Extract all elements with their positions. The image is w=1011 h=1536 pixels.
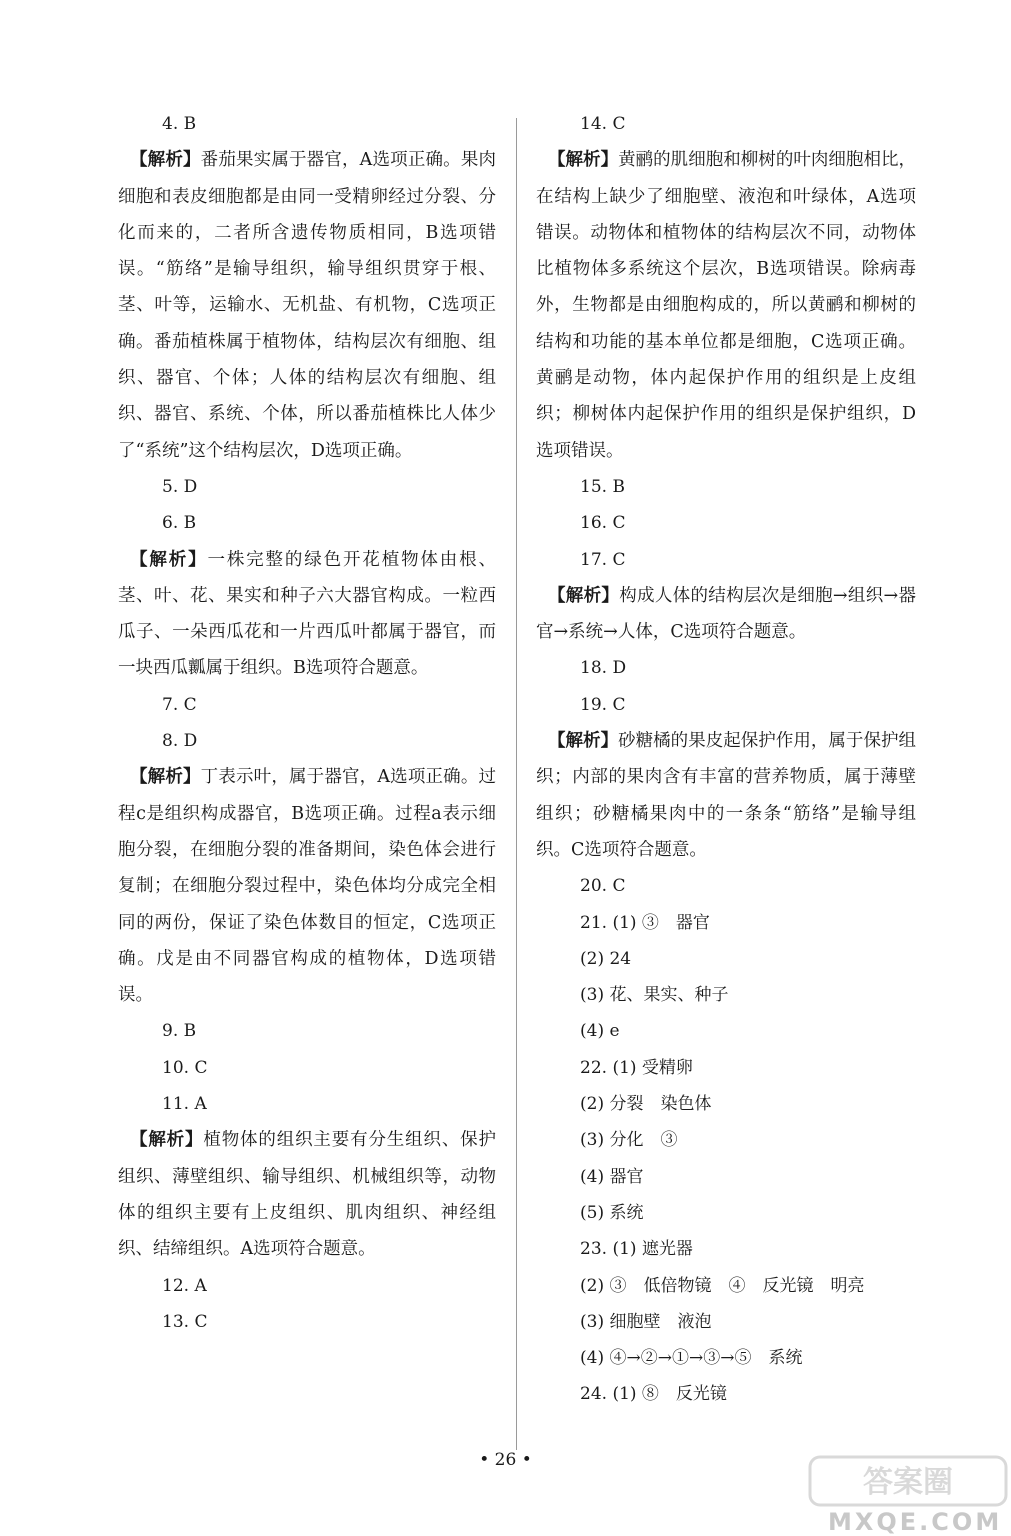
answer-line: (3) 细胞壁 液泡	[580, 1311, 712, 1332]
explanation-text: 砂糖橘的果皮起保护作用，属于保护组织；内部的果肉含有丰富的营养物质，属于薄壁组织；砂糖橘果肉中的一条条“筋络”是输导组织。C选项符合题意。	[536, 731, 917, 860]
analysis-label: 【解析】	[130, 549, 208, 570]
analysis-label: 【解析】	[548, 585, 620, 606]
explanation-paragraph	[536, 142, 916, 469]
answer-line: (2) 24	[580, 948, 632, 969]
answer-line: 12. A	[162, 1275, 207, 1296]
answer-line: 11. A	[162, 1094, 207, 1115]
answer-line: (4) 器官	[580, 1166, 644, 1187]
explanation-text: 番茄果实属于器官，A选项正确。果肉细胞和表皮细胞都是由同一受精卵经过分裂、分化而来的，二者所含遗传物质相同，B选项错误。“筋络”是输导组织，输导组织贯穿于根、茎、叶等，运输水、无机盐、有机物，C选项正确。番茄植株属于植物体，结构层次有细胞、组织、器官、个体；人体的结构层次有细胞、组织、器官、系统、个体，所以番茄植株比人体少了“系统”这个结构层次，D选项正确。	[118, 150, 496, 461]
analysis-label: 【解析】	[130, 767, 201, 788]
answer-line: 9. B	[162, 1021, 197, 1042]
answer-line: 24. (1) ⑧ 反光镜	[580, 1384, 727, 1405]
answer-line: 18. D	[580, 658, 627, 679]
answer-line: 20. C	[580, 876, 626, 897]
answer-line: 23. (1) 遮光器	[580, 1239, 693, 1260]
analysis-label: 【解析】	[130, 1130, 204, 1151]
answer-line: 15. B	[580, 476, 625, 497]
explanation-text: 丁表示叶，属于器官，A选项正确。过程c是组织构成器官，B选项正确。过程a表示细胞分裂，在细胞分裂的准备期间，染色体会进行复制；在细胞分裂过程中，染色体均分成完全相同的两份，保证了染色体数目的恒定，C选项正确。戊是由不同器官构成的植物体，D选项错误。	[118, 767, 496, 1006]
analysis-label: 【解析】	[548, 150, 619, 171]
answer-line: (3) 分化 ③	[580, 1130, 678, 1151]
answer-line: (5) 系统	[580, 1202, 644, 1223]
answer-line: (3) 花、果实、种子	[580, 985, 729, 1006]
answer-line: 17. C	[580, 549, 626, 570]
explanation-paragraph	[536, 723, 916, 868]
right-column	[536, 106, 916, 1413]
answer-line: 8. D	[162, 731, 198, 752]
explanation-text: 植物体的组织主要有分生组织、保护组织、薄壁组织、输导组织、机械组织等，动物体的组织主要有上皮组织、肌肉组织、神经组织、结缔组织。A选项符合题意。	[118, 1130, 497, 1260]
answer-line: 14. C	[580, 114, 626, 134]
answer-line: 19. C	[580, 694, 626, 715]
answer-line: (4) ④→②→①→③→⑤ 系统	[580, 1348, 803, 1369]
answer-line: 21. (1) ③ 器官	[580, 912, 710, 933]
answer-line: 6. B	[162, 513, 197, 534]
column-divider	[516, 118, 517, 1450]
explanation-text: 黄鹂的肌细胞和柳树的叶肉细胞相比，在结构上缺少了细胞壁、液泡和叶绿体，A选项错误。动物体和植物体的结构层次不同，动物体比植物体多系统这个层次，B选项错误。除病毒外，生物都是由细胞构成的，所以黄鹂和柳树的结构和功能的基本单位都是细胞，C选项正确。黄鹂是动物，体内起保护作用的组织是上皮组织；柳树体内起保护作用的组织是保护组织，D选项错误。	[536, 150, 917, 461]
answer-line: 4. B	[162, 114, 197, 134]
explanation-paragraph	[118, 759, 496, 1013]
watermark-logo-text: 答案圈	[863, 1465, 953, 1500]
explanation-text: 构成人体的结构层次是细胞→组织→器官→系统→人体，C选项符合题意。	[536, 585, 916, 643]
explanation-text: 一株完整的绿色开花植物体由根、茎、叶、花、果实和种子六大器官构成。一粒西瓜子、一朵西瓜花和一片西瓜叶都属于器官，而一块西瓜瓤属于组织。B选项符合题意。	[118, 549, 497, 679]
analysis-label: 【解析】	[548, 731, 619, 752]
watermark-logo	[808, 1455, 1008, 1507]
answer-line: 5. D	[162, 476, 198, 497]
explanation-paragraph	[536, 578, 916, 651]
answer-line: 10. C	[162, 1057, 208, 1078]
left-column	[118, 106, 496, 1340]
answer-line: 7. C	[162, 694, 197, 715]
answer-line: 22. (1) 受精卵	[580, 1057, 693, 1078]
explanation-paragraph	[118, 1122, 496, 1267]
answer-line: 16. C	[580, 513, 626, 534]
watermark-url: MXQE.COM	[828, 1508, 1003, 1536]
page-number: • 26 •	[479, 1450, 532, 1470]
answer-line: (2) ③ 低倍物镜 ④ 反光镜 明亮	[580, 1275, 865, 1296]
answer-line: (2) 分裂 染色体	[580, 1094, 712, 1115]
explanation-paragraph	[118, 542, 496, 687]
analysis-label: 【解析】	[130, 150, 201, 171]
explanation-paragraph	[118, 142, 496, 469]
answer-line: (4) e	[580, 1021, 620, 1042]
answer-line: 13. C	[162, 1311, 208, 1332]
